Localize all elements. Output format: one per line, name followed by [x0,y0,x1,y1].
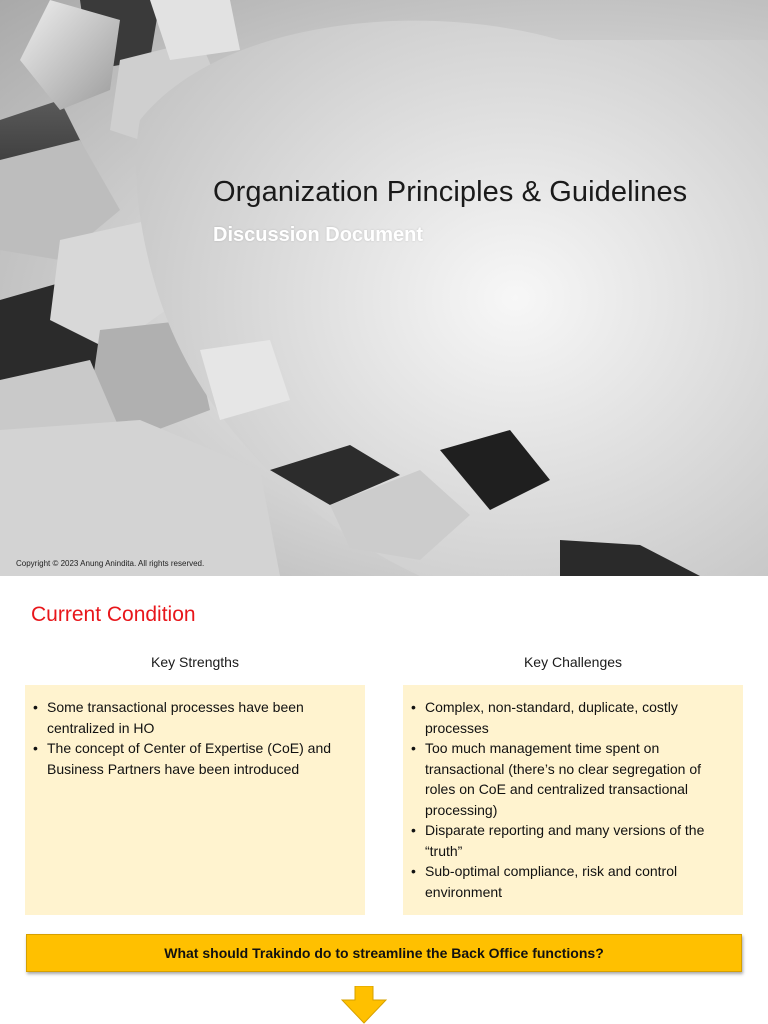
question-banner: What should Trakindo do to streamline the Back Office functions? [26,934,742,972]
current-condition-slide [0,576,768,1024]
list-item: • Sub-optimal compliance, risk and control environment [411,861,729,902]
down-arrow-icon [341,986,387,1024]
challenges-list [411,697,729,902]
list-item: • Some transactional processes have been centralized in HO [33,697,351,738]
list-item: • Complex, non-standard, duplicate, costly processes [411,697,729,738]
section-title: Current Condition [31,603,196,626]
list-item: • The concept of Center of Expertise (CoE) and Business Partners have been introduced [33,738,351,779]
cover-title: Organization Principles & Guidelines [213,176,688,208]
key-challenges-heading: Key Challenges [523,654,623,670]
copyright-notice: Copyright © 2023 Anung Anindita. All rights reserved. [16,559,205,568]
strengths-list [33,697,351,779]
key-strengths-heading: Key Strengths [151,654,239,670]
key-challenges-box [403,685,743,915]
key-strengths-box [25,685,365,915]
list-item: • Too much management time spent on transactional (there’s no clear segregation of roles on CoE and centralized transactional processing) [411,738,729,820]
cover-subtitle: Discussion Document [213,224,424,246]
list-item: • Disparate reporting and many versions of the “truth” [411,820,729,861]
